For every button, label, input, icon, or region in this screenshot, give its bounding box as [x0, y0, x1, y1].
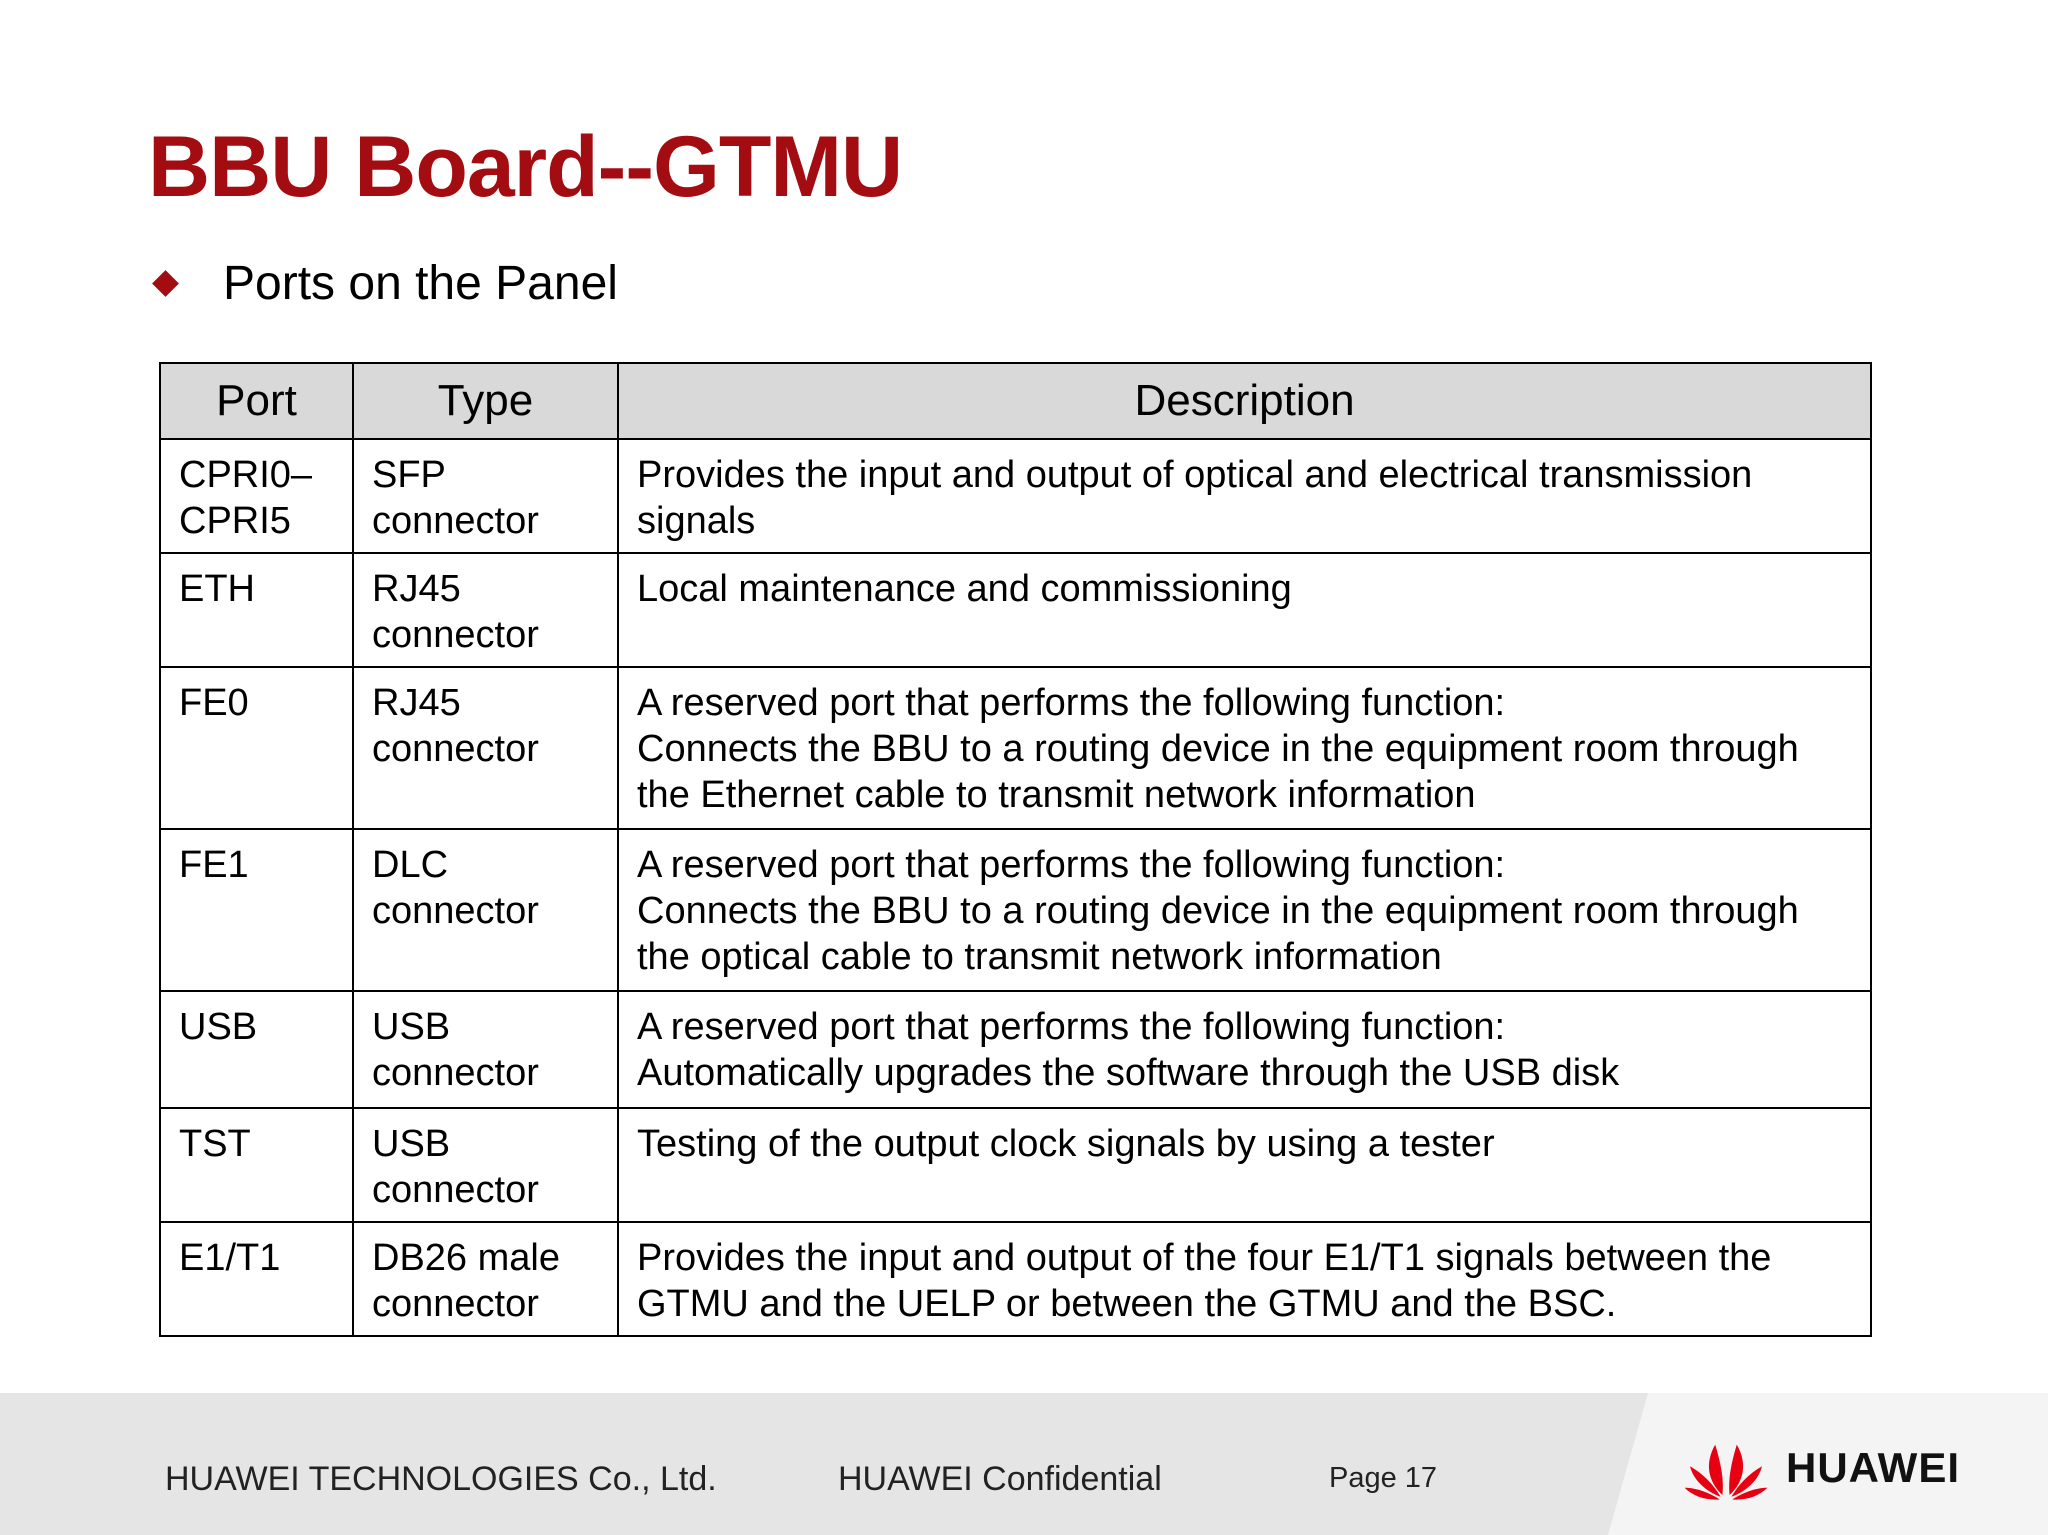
- huawei-logo: [1680, 1432, 1960, 1504]
- table-header-row: [160, 363, 1871, 439]
- footer-confidential: HUAWEI Confidential: [838, 1460, 1162, 1498]
- table-row: [160, 553, 1871, 667]
- description-cell: Testing of the output clock signals by using a tester: [618, 1108, 1871, 1222]
- slide-title: BBU Board--GTMU: [148, 119, 903, 215]
- footer-company: HUAWEI TECHNOLOGIES Co., Ltd.: [165, 1460, 717, 1498]
- port-cell: ETH: [160, 553, 353, 667]
- description-cell: Provides the input and output of the four E1/T1 signals between the GTMU and the UELP or between the GTMU and the BSC.: [618, 1222, 1871, 1336]
- type-cell: DLC connector: [353, 829, 618, 991]
- port-cell: CPRI0– CPRI5: [160, 439, 353, 553]
- header-description: Description: [618, 363, 1871, 439]
- port-cell: FE0: [160, 667, 353, 829]
- description-cell: Provides the input and output of optical and electrical transmission signals: [618, 439, 1871, 553]
- description-cell: A reserved port that performs the following function: Connects the BBU to a routing device in the equipment room through the Ethernet cable to transmit network information: [618, 667, 1871, 829]
- port-cell: E1/T1: [160, 1222, 353, 1336]
- bullet-item: [148, 256, 618, 311]
- bullet-text: Ports on the Panel: [223, 257, 618, 310]
- description-cell: A reserved port that performs the following function: Automatically upgrades the software through the USB disk: [618, 991, 1871, 1108]
- header-type: Type: [353, 363, 618, 439]
- type-cell: DB26 male connector: [353, 1222, 618, 1336]
- port-cell: FE1: [160, 829, 353, 991]
- description-cell: Local maintenance and commissioning: [618, 553, 1871, 667]
- table-row: [160, 1222, 1871, 1336]
- logo-wordmark: HUAWEI: [1786, 1444, 1960, 1491]
- type-cell: USB connector: [353, 1108, 618, 1222]
- description-cell: A reserved port that performs the following function: Connects the BBU to a routing device in the equipment room through the optical cable to transmit network information: [618, 829, 1871, 991]
- ports-table: [159, 362, 1872, 1337]
- table-row: [160, 991, 1871, 1108]
- table-row: [160, 667, 1871, 829]
- type-cell: RJ45 connector: [353, 667, 618, 829]
- header-port: Port: [160, 363, 353, 439]
- table-row: [160, 829, 1871, 991]
- page-number: Page 17: [1329, 1462, 1438, 1494]
- type-cell: USB connector: [353, 991, 618, 1108]
- type-cell: SFP connector: [353, 439, 618, 553]
- table-row: [160, 439, 1871, 553]
- diamond-bullet-icon: [152, 270, 179, 297]
- table-row: [160, 1108, 1871, 1222]
- port-cell: USB: [160, 991, 353, 1108]
- port-cell: TST: [160, 1108, 353, 1222]
- type-cell: RJ45 connector: [353, 553, 618, 667]
- huawei-petal-logo-icon: [1680, 1432, 1772, 1504]
